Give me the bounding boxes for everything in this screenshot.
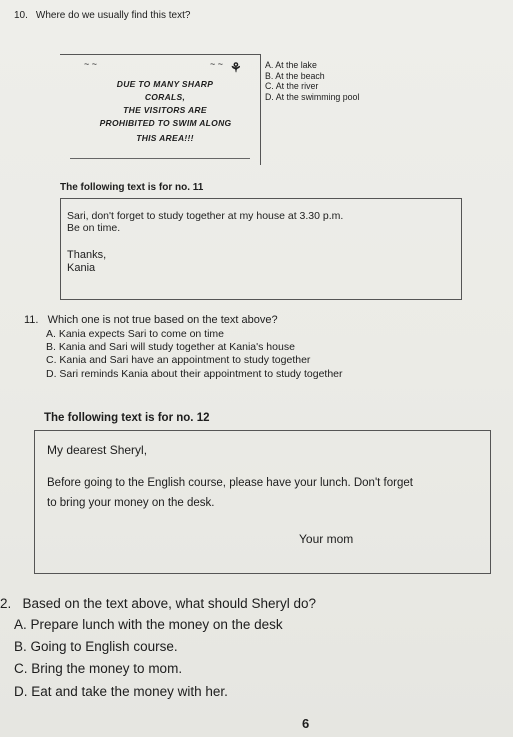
note-12-line2: to bring your money on the desk.	[47, 497, 215, 509]
warning-sign	[60, 54, 261, 165]
option-b[interactable]: B. Going to English course.	[14, 639, 178, 654]
sign-line: PROHIBITED TO SWIM ALONG	[99, 118, 232, 128]
note-11-closing: Thanks,	[67, 249, 107, 261]
question-10-stem	[14, 10, 190, 21]
option-a[interactable]: A. Kania expects Sari to come on time	[46, 328, 225, 340]
option-a[interactable]: A. Prepare lunch with the money on the desk	[14, 617, 283, 632]
coral-drawing-icon: ⚘	[230, 61, 242, 76]
question-11-intro: The following text is for no. 11	[60, 182, 204, 193]
sign-divider	[70, 158, 250, 159]
question-12-stem	[0, 596, 316, 611]
page-number: 6	[302, 716, 310, 731]
question-12-number: 2.	[0, 596, 12, 611]
note-12-signature: Your mom	[299, 532, 354, 546]
option-c[interactable]: C. At the river	[265, 81, 319, 91]
option-c[interactable]: C. Bring the money to mom.	[14, 661, 183, 676]
note-11-line2: Be on time.	[67, 222, 121, 234]
note-11-signature: Kania	[67, 262, 96, 274]
wave-doodle-icon: ~ ~	[210, 59, 224, 69]
sign-line: DUE TO MANY SHARP	[116, 79, 214, 89]
question-12-intro: The following text is for no. 12	[44, 412, 210, 424]
wave-doodle-icon: ~ ~	[84, 59, 98, 69]
question-10-number: 10.	[14, 10, 28, 21]
question-12-text: Based on the text above, what should Sheryl do?	[22, 596, 316, 611]
option-b[interactable]: B. At the beach	[265, 70, 325, 81]
option-d[interactable]: D. Sari reminds Kania about their appointment to study together	[46, 368, 343, 380]
question-11-number: 11.	[24, 314, 39, 326]
question-11-text: Which one is not true based on the text above?	[47, 314, 278, 326]
option-c[interactable]: C. Kania and Sari have an appointment to study together	[46, 354, 311, 366]
note-12-box	[34, 430, 491, 574]
sign-line: CORALS,	[144, 92, 186, 102]
question-10-text: Where do we usually find this text?	[35, 10, 191, 21]
sign-line: THE VISITORS ARE	[123, 105, 207, 115]
note-11-box	[60, 198, 462, 300]
option-b[interactable]: B. Kania and Sari will study together at Kania's house	[46, 341, 295, 353]
note-12-greeting: My dearest Sheryl,	[47, 443, 148, 457]
sign-line: THIS AREA!!!	[136, 133, 194, 143]
option-d[interactable]: D. Eat and take the money with her.	[14, 684, 228, 699]
question-11-stem	[24, 314, 278, 326]
option-d[interactable]: D. At the swimming pool	[265, 91, 360, 102]
question-10-options	[265, 60, 359, 102]
option-a[interactable]: A. At the lake	[265, 60, 317, 70]
note-11-line1: Sari, don't forget to study together at my house at 3.30 p.m.	[67, 210, 344, 222]
note-12-line1: Before going to the English course, please have your lunch. Don't forget	[47, 477, 413, 489]
